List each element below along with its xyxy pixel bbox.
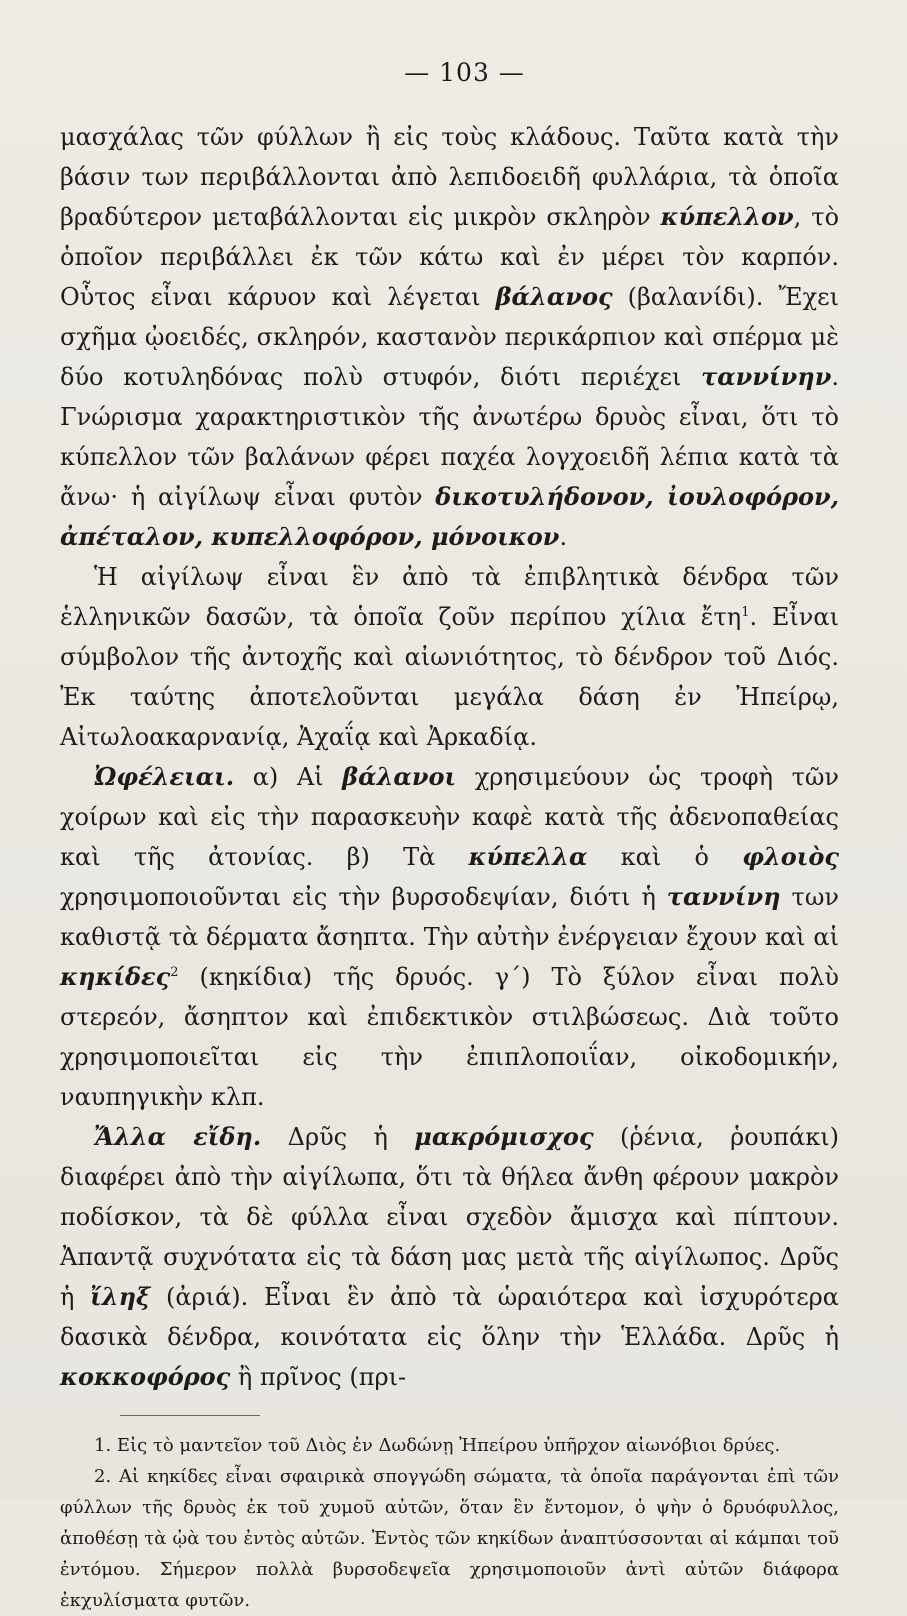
text-run: Δρῦς ἡ [261, 1123, 415, 1151]
text-run: καὶ ὁ [587, 843, 743, 871]
text-run: των καθιστᾷ τὰ δέρματα ἄσηπτα. Τὴν αὐτὴν ἐνέργειαν ἔχουν καὶ αἱ [60, 883, 839, 951]
footnote: 2. Αἱ κηκίδες εἶναι σφαιρικὰ σπογγώδη σώματα, τὰ ὁποῖα παράγονται ἐπὶ τῶν φύλλων τῆς δρυὸς ἐκ τοῦ χυμοῦ αὐτῶν, ὅταν ἓν ἔντομον, ὁ ψὴν ὁ δρυόφυλλος, ἀποθέσῃ τὰ ᾠὰ του ἐντὸς αὐτῶν. Ἐντὸς τῶν κηκίδων ἀναπτύσσονται αἱ κάμπαι τοῦ ἐντόμου. Σήμερον πολλὰ βυρσοδεψεῖα χρησιμοποιοῦν ἀντὶ αὐτῶν διάφορα ἐκχυλίσματα φυτῶν. [60, 1466, 839, 1611]
text-run: χρησιμοποιοῦνται εἰς τὴν βυρσοδεψίαν, διότι ἡ [60, 883, 667, 911]
footnote-divider [120, 1415, 260, 1416]
emphasized-term: κύπελλα [468, 842, 588, 871]
emphasized-term: ταννίνη [666, 882, 781, 911]
emphasized-term: κύπελλον [660, 202, 794, 231]
footnote-marker: 2 [170, 965, 179, 980]
text-run: (ἀριά). Εἶναι ἓν ἀπὸ τὰ ὡραιότερα καὶ ἰσχυρότερα δασικὰ δένδρα, κοινότατα εἰς ὅλην τὴν Ἑλλάδα. Δρῦς ἡ [60, 1283, 839, 1351]
text-run: ἢ πρῖνος (πρι- [230, 1363, 407, 1391]
text-run: (κηκίδια) τῆς δρυός. γ΄) Τὸ ξύλον εἶναι πολὺ στερεόν, ἄσηπτον καὶ ἐπιδεκτικὸν στιλβώσεως. Διὰ τοῦτο χρησιμοποιεῖται εἰς τὴν ἐπιπλοποιΐαν, οἰκοδομικήν, ναυπηγικὴν κλπ. [60, 963, 839, 1111]
text-run: α) Αἱ [234, 763, 343, 791]
text-run: , τὸ ὁποῖον περιβάλλει ἐκ τῶν κάτω καὶ ἐν μέρει τὸν καρπόν. Οὗτος εἶναι κάρυον καὶ λέγεται [60, 203, 840, 311]
emphasized-term: Ἄλλα εἴδη. [94, 1122, 262, 1151]
footnote: 1. Εἰς τὸ μαντεῖον τοῦ Διὸς ἐν Δωδώνῃ Ἠπείρου ὑπῆρχον αἰωνόβιοι δρύες. [94, 1435, 781, 1456]
text-run: . Εἶναι σύμβολον τῆς ἀντοχῆς καὶ αἰωνιότητος, τὸ δένδρον τοῦ Διός. Ἐκ ταύτης ἀποτελοῦνται μεγάλα δάση ἐν Ἠπείρῳ, Αἰτωλοακαρνανίᾳ, Ἀχαΐᾳ καὶ Ἀρκαδίᾳ. [60, 603, 839, 751]
emphasized-term: βάλανοι [342, 762, 457, 791]
emphasized-term: ταννίνην [701, 362, 832, 391]
emphasized-term: δικοτυλήδονον, ἰουλοφόρον, ἀπέταλον, κυπελλοφόρον, μόνοικον [60, 482, 839, 551]
footnotes [60, 1430, 839, 1616]
footnote-marker: 1 [741, 605, 750, 620]
emphasized-term: μακρόμισχος [414, 1122, 594, 1151]
emphasized-term: Ὠφέλειαι. [94, 762, 235, 791]
text-run: . [559, 523, 568, 551]
emphasized-term: κοκκοφόρος [60, 1362, 231, 1391]
page-number: — 103 — [404, 58, 525, 87]
emphasized-term: βάλανος [495, 282, 613, 311]
text-run: Ἡ αἰγίλωψ εἶναι ἓν ἀπὸ τὰ ἐπιβλητικὰ δένδρα τῶν ἑλληνικῶν δασῶν, τὰ ὁποῖα ζοῦν περίπου χίλια ἔτη [60, 563, 839, 631]
body-text [60, 117, 839, 1397]
text-run: (βαλανίδι). Ἔχει σχῆμα ᾠοειδές, σκληρόν, καστανὸν περικάρπιον καὶ σπέρμα μὲ δύο κοτυληδόνας πολὺ στυφόν, διότι περιέχει [60, 283, 839, 391]
emphasized-term: φλοιὸς [742, 842, 840, 871]
text-run: . Γνώρισμα χαρακτηριστικὸν τῆς ἀνωτέρω δρυὸς εἶναι, ὅτι τὸ κύπελλον τῶν βαλάνων φέρει παχέα λογχοειδῆ λέπια κατὰ τὰ ἄνω· ἡ αἰγίλωψ εἶναι φυτὸν [60, 363, 839, 511]
emphasized-term: ἴληξ [90, 1282, 151, 1311]
text-run: χρησιμεύουν ὡς τροφὴ τῶν χοίρων καὶ εἰς τὴν παρασκευὴν καφὲ κατὰ τῆς ἀδενοπαθείας καὶ τῆς ἀτονίας. β) Τὰ [60, 763, 840, 871]
paragraph [60, 557, 839, 757]
emphasized-term: κηκίδες [60, 962, 171, 991]
paragraph [60, 117, 839, 557]
paragraph [60, 1117, 839, 1397]
text-run: μασχάλας τῶν φύλλων ἢ εἰς τοὺς κλάδους. Ταῦτα κατὰ τὴν βάσιν των περιβάλλονται ἀπὸ λεπιδοειδῆ φυλλάρια, τὰ ὁποῖα βραδύτερον μεταβάλλονται εἰς μικρὸν σκληρὸν [60, 123, 839, 231]
paragraph [60, 757, 839, 1117]
text-run: (ῥένια, ῥουπάκι) διαφέρει ἀπὸ τὴν αἰγίλωπα, ὅτι τὰ θήλεα ἄνθη φέρουν μακρὸν ποδίσκον, τὰ δὲ φύλλα εἶναι σχεδὸν ἄμισχα καὶ πίπτουν. Ἀπαντᾷ συχνότατα εἰς τὰ δάση μας μετὰ τῆς αἰγίλωπος. Δρῦς ἡ [60, 1123, 840, 1311]
